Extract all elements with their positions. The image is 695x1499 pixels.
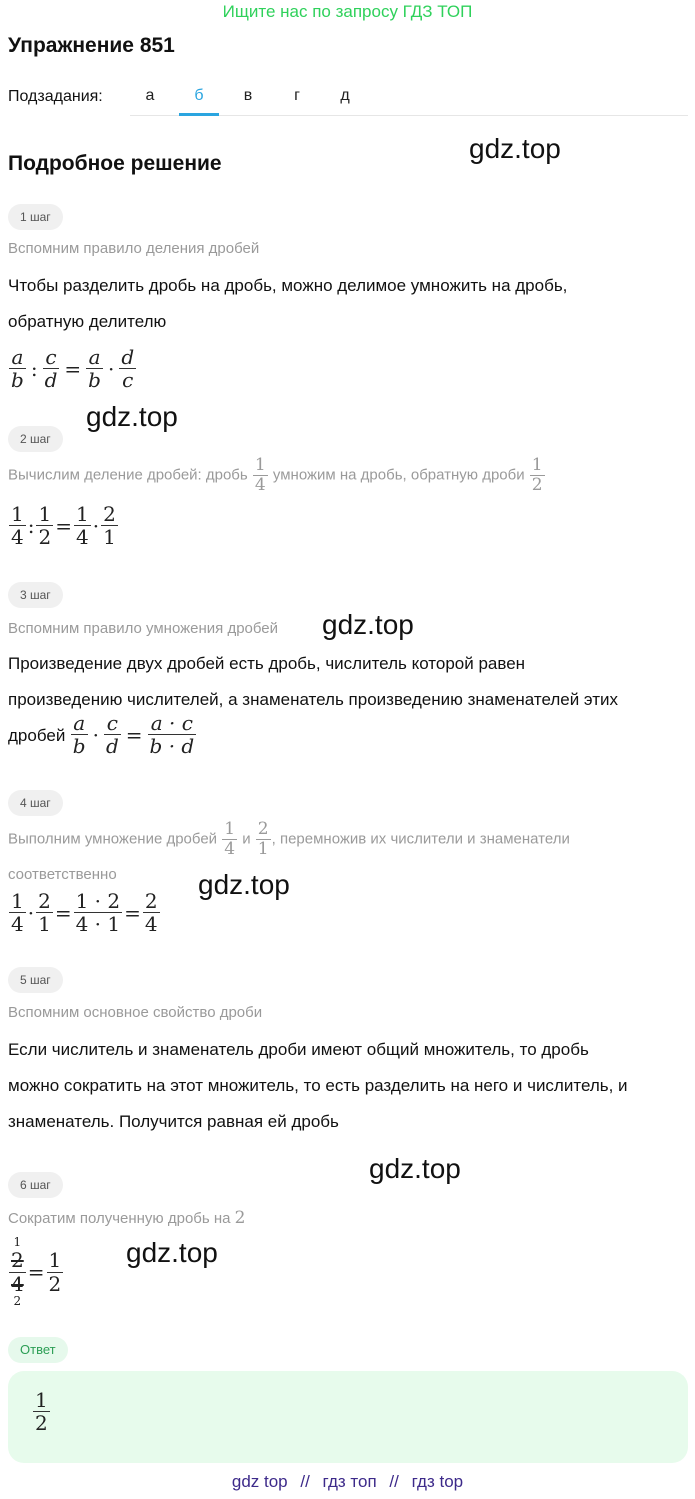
formula-multiplication: $\frac{1}{4}$ · $\frac{2}{1}$ = $\frac{1 \cdot 2}{4 \cdot 1}$ = $\frac{2}{4}$ bbox=[11, 889, 158, 937]
formula-division: $\frac{1}{4}$ : $\frac{1}{2}$ = $\frac{1}{4}$ · $\frac{2}{1}$ bbox=[11, 502, 116, 550]
step-hint: Сократим полученную дробь на 2 bbox=[8, 1208, 246, 1228]
formula-multiplication-rule: $\frac{a}{b}$ · $\frac{c}{d}$ = $\frac{a \cdot c}{b \cdot d}$ bbox=[72, 711, 195, 759]
watermark: gdz.top bbox=[469, 133, 561, 164]
step-text-formula: дробей $\frac{a}{b}$ · $\frac{c}{d}$ = $\frac{a \cdot c}{b \cdot d}$ bbox=[8, 712, 197, 758]
step-text: Произведение двух дробей есть дробь, числитель которой равен bbox=[8, 654, 526, 673]
footer-links bbox=[0, 1472, 695, 1492]
step-text: знаменатель. Получится равная ей дробь bbox=[8, 1112, 339, 1131]
footer-link[interactable]: гдз top bbox=[411, 1472, 464, 1491]
step-badge: 3 шаг bbox=[8, 582, 63, 608]
footer-link[interactable]: гдз топ bbox=[322, 1472, 377, 1491]
step-hint: Выполним умножение дробей $\frac{1}{4}$ и $\frac{2}{1}$ , перемножив их числители и знаменатели bbox=[8, 819, 570, 860]
tab-g[interactable]: г bbox=[294, 87, 300, 104]
step-hint: Вспомним правило умножения дробей bbox=[8, 620, 279, 637]
footer-separator: // bbox=[389, 1472, 399, 1491]
watermark: gdz.top bbox=[126, 1237, 218, 1268]
step-badge: 4 шаг bbox=[8, 790, 63, 816]
step-badge: 2 шаг bbox=[8, 426, 63, 452]
tab-a[interactable]: а bbox=[145, 87, 155, 104]
step-hint: Вспомним правило деления дробей bbox=[8, 240, 260, 257]
answer-fraction: $\frac{1}{2}$ bbox=[35, 1388, 48, 1436]
footer-separator: // bbox=[300, 1472, 310, 1491]
subtask-tabs bbox=[130, 80, 688, 116]
step-text: Чтобы разделить дробь на дробь, можно делимое умножить на дробь, bbox=[8, 276, 568, 295]
formula-division-rule: $\frac{a}{b}$ : $\frac{c}{d}$ = $\frac{a}{b}$ · $\frac{d}{c}$ bbox=[11, 345, 135, 393]
answer-badge: Ответ bbox=[8, 1337, 68, 1363]
watermark: gdz.top bbox=[198, 869, 290, 900]
tab-v[interactable]: в bbox=[243, 87, 253, 104]
step-text: Если числитель и знаменатель дроби имеют общий множитель, то дробь bbox=[8, 1040, 589, 1059]
step-badge: 1 шаг bbox=[8, 204, 63, 230]
page-title: Упражнение 851 bbox=[8, 34, 175, 57]
watermark: gdz.top bbox=[322, 609, 414, 640]
step-text: произведению числителей, а знаменатель произведению знаменателей этих bbox=[8, 690, 619, 709]
watermark: gdz.top bbox=[86, 401, 178, 432]
step-text: можно сократить на этот множитель, то есть разделить на него и числитель, и bbox=[8, 1076, 628, 1095]
step-text: обратную делителю bbox=[8, 312, 167, 331]
footer-link[interactable]: gdz top bbox=[231, 1472, 288, 1491]
step-badge: 5 шаг bbox=[8, 967, 63, 993]
search-banner: Ищите нас по запросу ГДЗ ТОП bbox=[222, 2, 473, 21]
answer-box bbox=[8, 1371, 688, 1463]
solution-heading: Подробное решение bbox=[8, 152, 222, 175]
formula-reduction: 1 2 4 2 = $\frac{1}{2}$ bbox=[11, 1235, 62, 1309]
tab-b[interactable]: б bbox=[179, 80, 219, 116]
tab-d[interactable]: д bbox=[340, 87, 350, 104]
subtasks-label: Подзадания: bbox=[8, 88, 103, 105]
step-hint: соответственно bbox=[8, 866, 117, 883]
watermark: gdz.top bbox=[369, 1153, 461, 1184]
step-hint: Вычислим деление дробей: дробь $\frac{1}{4}$ умножим на дробь, обратную дроби $\frac{1}{2}$ bbox=[8, 455, 543, 496]
step-hint: Вспомним основное свойство дроби bbox=[8, 1004, 263, 1021]
step-badge: 6 шаг bbox=[8, 1172, 63, 1198]
